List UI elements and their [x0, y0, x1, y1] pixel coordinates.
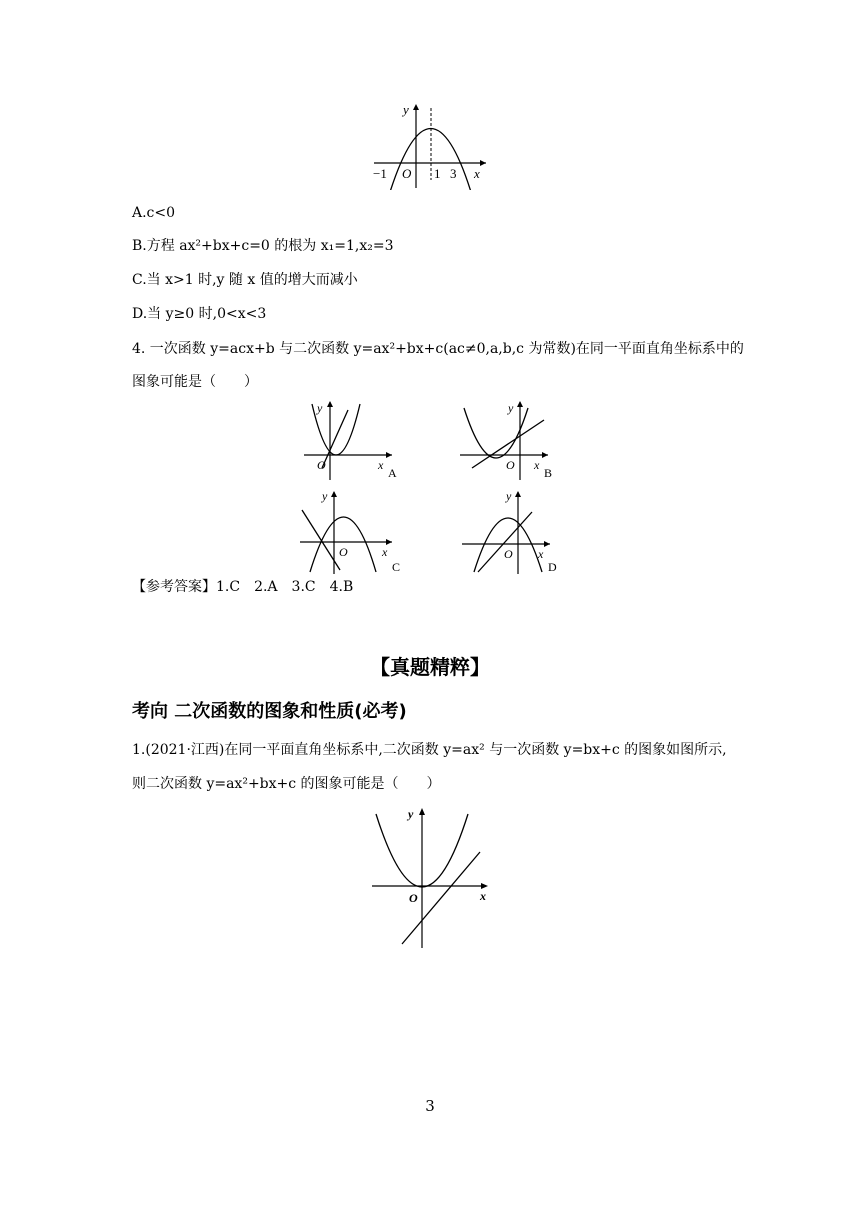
x-axis-label: x	[538, 547, 544, 561]
q4-graph-c	[296, 488, 408, 576]
origin-label: O	[339, 545, 348, 559]
section-title: 【真题精粹】	[370, 655, 490, 679]
tick-label-3: 3	[450, 166, 457, 181]
origin-label: O	[506, 458, 515, 472]
q3-figure	[370, 100, 490, 190]
tick-label-neg1: −1	[373, 166, 387, 181]
y-axis-label: y	[408, 807, 414, 821]
x-axis-label: x	[378, 458, 384, 472]
option-d: D.当 y≥0 时,0<x<3	[132, 306, 267, 322]
question-4-text-cont: 图象可能是（ ）	[132, 374, 258, 390]
y-axis-label: y	[317, 401, 323, 415]
y-axis-label: y	[508, 401, 514, 415]
answer-key: 【参考答案】1.C 2.A 3.C 4.B	[132, 579, 354, 595]
x-axis-label: x	[534, 458, 540, 472]
graph-label-c: C	[392, 560, 401, 574]
origin-label: O	[504, 547, 513, 561]
option-c: C.当 x>1 时,y 随 x 值的增大而减小	[132, 272, 358, 288]
question-4-text: 4. 一次函数 y=acx+b 与二次函数 y=ax²+bx+c(ac≠0,a,b,c 为常数)在同一平面直角坐标系中的	[132, 341, 744, 357]
graph-label-b: B	[544, 466, 553, 480]
graph-label-a: A	[388, 466, 397, 480]
x-axis-label: x	[382, 545, 388, 559]
origin-label: O	[402, 166, 412, 181]
option-a: A.c<0	[132, 205, 176, 221]
question-1-text: 1.(2021·江西)在同一平面直角坐标系中,二次函数 y=ax² 与一次函数 y=bx+c 的图象如图所示,	[132, 742, 727, 758]
x-axis-label: x	[480, 889, 486, 903]
tick-label-1: 1	[434, 166, 441, 181]
y-axis-label: y	[506, 489, 512, 503]
origin-label: O	[409, 891, 418, 905]
x-axis-label: x	[474, 166, 480, 181]
q4-graph-a	[300, 398, 410, 482]
question-1-text-cont: 则二次函数 y=ax²+bx+c 的图象可能是（ ）	[132, 776, 441, 792]
option-b: B.方程 ax²+bx+c=0 的根为 x₁=1,x₂=3	[132, 238, 394, 254]
q4-graph-b	[458, 398, 568, 482]
subsection-title: 考向 二次函数的图象和性质(必考)	[132, 701, 407, 722]
y-axis-label: y	[322, 489, 328, 503]
graph-label-d: D	[548, 560, 557, 574]
q1-figure	[368, 804, 498, 950]
page-number: 3	[425, 1097, 435, 1115]
q4-graph-d	[458, 488, 570, 576]
y-axis-label: y	[403, 102, 409, 117]
origin-label: O	[317, 458, 326, 472]
